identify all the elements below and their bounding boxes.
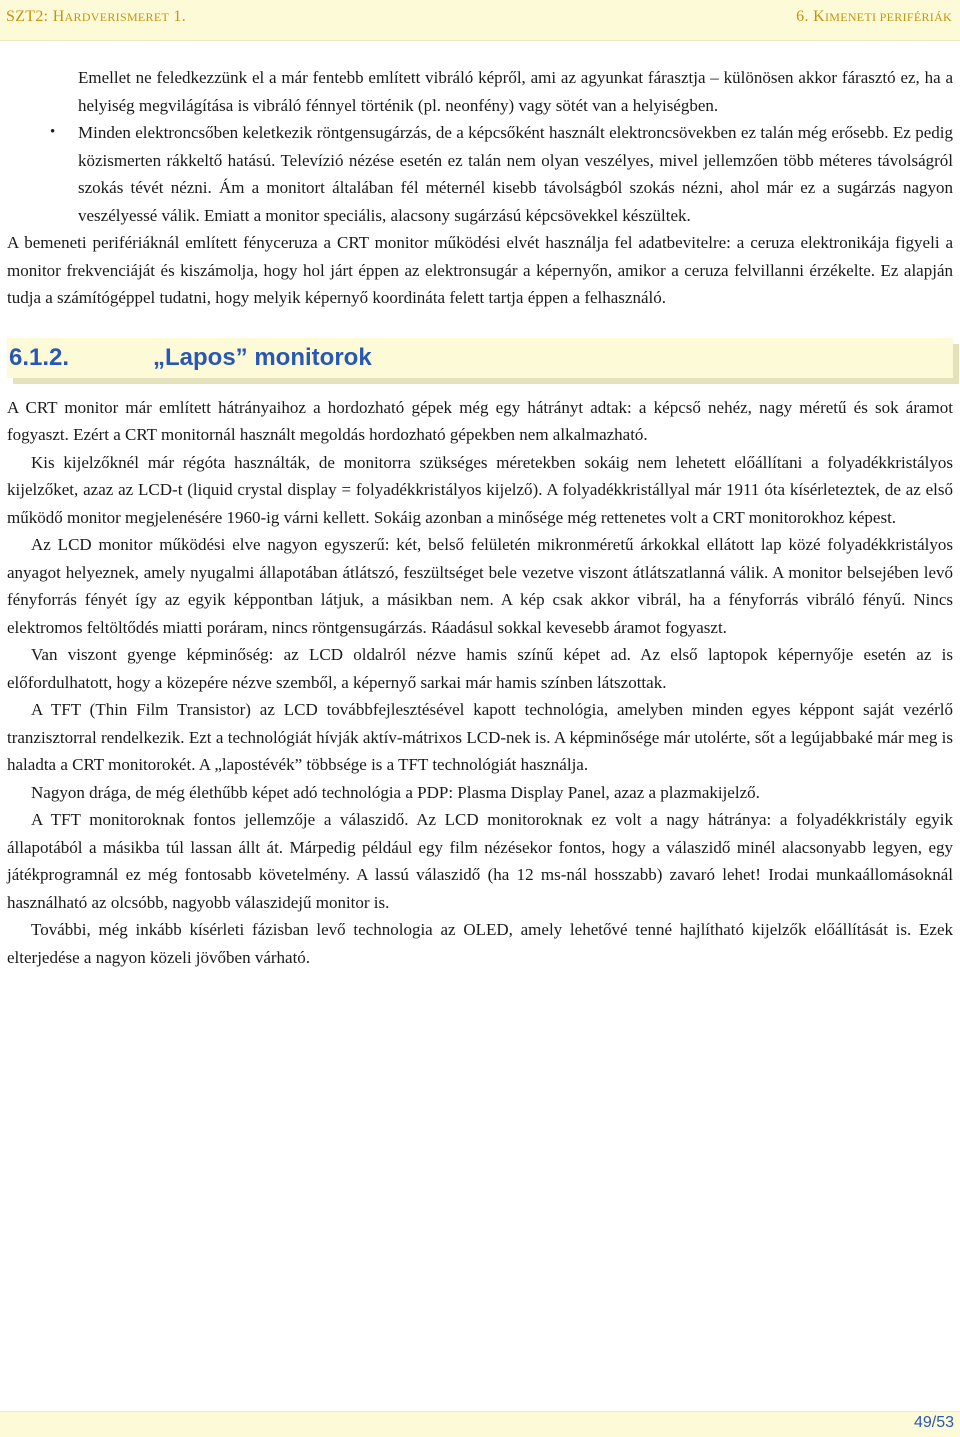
section-heading xyxy=(7,338,953,378)
body-paragraph: A TFT (Thin Film Transistor) az LCD továbbfejlesztésével kapott technológia, amelyben minden egyes képpont saját vezérlő tranzisztorral rendelkezik. Ezt a technológiát hívják aktív-mátrixos LCD-nek is. A képminősége már utolérte, sőt a legújabbaké már meg is haladta a CRT monitorokét. A „lapostévék” többsége is a TFT technológiát használja. xyxy=(7,700,953,774)
bullet-list-item xyxy=(7,119,953,229)
bullet-icon: • xyxy=(50,124,56,140)
header-right-smallcaps: IMENETI PERIFÉRIÁK xyxy=(824,10,952,24)
header-document-title xyxy=(6,8,186,26)
body-paragraph: Van viszont gyenge képminőség: az LCD oldalról nézve hamis színű képet ad. Az első laptopok képernyője esetén az is előfordulhatott, hogy a közepére nézve szemből, a képernyő sarkai már hamis színben látszottak. xyxy=(7,645,953,692)
body-paragraph: Az LCD monitor működési elve nagyon egyszerű: két, belső felületén mikronméretű árkokkal ellátott lap közé folyadékkristályos anyagot helyeznek, amely nyugalmi állapotában átlátszó, feszültséget bele vezetve viszont átlátszatlanná válik. A monitor belsejében levő fényforrás fényét így az egyik képpontban látjuk, a másikban nem. A kép csak akkor vibrál, ha a fényforrás vibráló fényű. Nincs elektromos feltöltődés miatti poráram, nincs röntgensugárzás. Ráadásul sokkal kevesebb áramot fogyaszt. xyxy=(7,535,953,637)
lightpen-paragraph: A bemeneti perifériáknál említett fényceruza a CRT monitor működési elvét használja fel adatbevitelre: a ceruza elektronikája figyeli a monitor frekvenciáját és kiszámolja, hogy hol járt éppen az elektronsugár a képernyőn, amikor a ceruza felvillanni érzékelte. Ez alapján tudja a számítógéppel tudatni, hogy melyik képernyő koordináta felett tartja éppen a felhasználó. xyxy=(7,233,953,307)
body-paragraph: A TFT monitoroknak fontos jellemzője a válaszidő. Az LCD monitoroknak ez volt a nagy hátránya: a folyadékkristály egyik állapotából a másikba túl lassan állt át. Márpedig például egy film nézésekor fontos, hogy a válaszidő minél alacsonyabb legyen, egy játékprogramnál ez még fontosabb követelmény. A lassú válaszidő (ha 12 ms-nál hosszabb) zavaró lehet! Irodai munkaállomásoknál használható az olcsóbb, nagyobb válaszidejű monitor is. xyxy=(7,810,953,912)
header-left-prefix: SZT2: H xyxy=(6,8,65,25)
body-paragraph: A CRT monitor már említett hátrányaihoz a hordozható gépek még egy hátrányt adtak: a képcső nehéz, nagy méretű és sok áramot fogyaszt. Ezért a CRT monitornál használt megoldás hordozható gépekben nem alkalmazható. xyxy=(7,397,953,444)
header-right-prefix: 6. K xyxy=(796,8,825,25)
section-title: „Lapos” monitorok xyxy=(153,343,372,371)
page-body xyxy=(7,64,953,971)
page-header xyxy=(0,0,960,41)
body-paragraph: További, még inkább kísérleti fázisban levő technologia az OLED, amely lehetővé tenné hajlítható kijelzők előállítását is. Ezek elterjedése a nagyon közeli jövőben várható. xyxy=(7,920,953,967)
header-left-suffix: 1. xyxy=(169,8,187,25)
header-chapter-title xyxy=(796,8,952,26)
body-paragraph: Kis kijelzőknél már régóta használták, de monitorra szükséges méretekben sokáig nem lehetett előállítani a folyadékkristályos kijelzőket, azaz az LCD-t (liquid crystal display = folyadékkristályos kijelző). A folyadékkristállyal már 1911 óta kísérleteztek, de az első működő monitor megjelenésére 1960-ig várni kellett. Sokáig azonban a minősége még rettenetes volt a CRT monitorokhoz képest. xyxy=(7,452,953,527)
body-paragraph: Nagyon drága, de még élethűbb képet adó technológia a PDP: Plasma Display Panel, azaz a plazmakijelző. xyxy=(31,782,760,802)
header-left-smallcaps: ARDVERISMERET xyxy=(64,10,170,24)
intro-continuation-paragraph: Emellet ne feledkezzünk el a már fentebb említett vibráló képről, ami az agyunkat fárasztja – különösen akkor fárasztó ez, ha a helyiség megvilágítása is vibráló fénnyel történik (pl. neonfény) vagy sötét van a helyiségben. xyxy=(78,68,953,115)
page-footer xyxy=(0,1411,960,1437)
section-number: 6.1.2. xyxy=(9,343,70,371)
page-number: 49/53 xyxy=(913,1414,954,1431)
bullet-item-text: Minden elektroncsőben keletkezik röntgensugárzás, de a képcsőként használt elektroncsövekben ez talán még erősebb. Ez pedig közismerten rákkeltő hatású. Televízió nézése esetén ez talán nem olyan veszélyes, mivel jellemzően több méteres távolságról szokás tévét nézni. Ám a monitort általában fél méternél kisebb távolságból szokás nézni, ahol már ez a sugárzás nagyon veszélyessé válik. Emiatt a monitor speciális, alacsony sugárzású képcsövekkel készültek. xyxy=(78,123,953,225)
